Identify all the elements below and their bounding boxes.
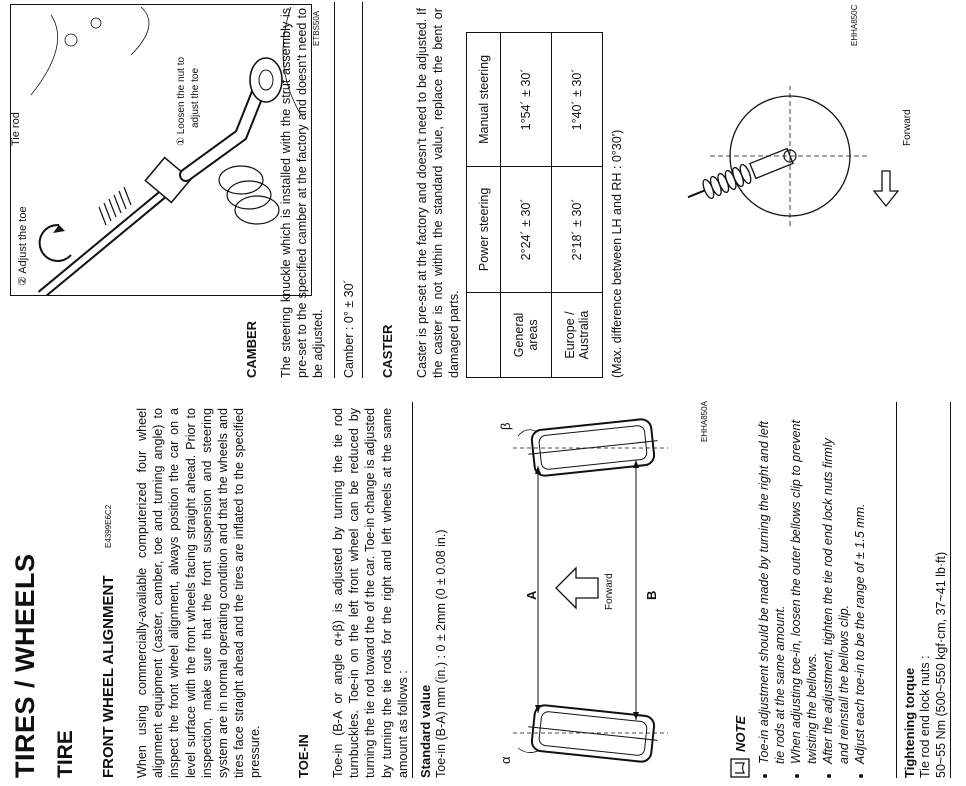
toe-diagram (458, 398, 708, 778)
note-item: • Adjust each toe-in to be the range of ± 1.5 mm. (852, 418, 868, 764)
note-item: • Toe-in adjustment should be made by turning the right and left tie rods at the same amount. (756, 418, 788, 764)
label-a: A (524, 590, 539, 600)
forward-arrow-icon (556, 568, 598, 608)
caster-table (466, 32, 603, 378)
table-row (552, 33, 603, 378)
table-cell: 2°18´ ± 30´ (552, 166, 603, 292)
table-cell: Europe / Australia (552, 293, 603, 378)
toe-figure-code: EHHA850A (700, 401, 709, 442)
page-title: TIRES / WHEELS (10, 553, 40, 778)
standard-value: Toe-in (B-A) mm (in.) : 0 ± 2mm (0 ± 0.08 in.) (434, 529, 448, 778)
caster-diagram (650, 16, 900, 286)
camber-value: Camber : 0° ± 30´ (342, 279, 356, 378)
caster-body: Caster is pre-set at the factory and doesn't need to be adjusted. If the caster is not within the standard value, replace the bent or damaged parts. (415, 8, 462, 378)
caster-footnote: (Max. difference between LH and RH : 0°30') (610, 129, 624, 378)
divider (334, 2, 335, 378)
divider (412, 402, 413, 778)
toe-in-body: Toe-in (B-A or angle α+β) is adjusted by turning the tie rod turnbuckles. Toe-in on the left front wheel can be reduced by turning the tie rod toward the of the car. Toe-in change is adjusted by turning the tie rods for the right and left wheels at the same amount as follows : (331, 408, 410, 778)
toe-in-heading: TOE-IN (296, 734, 311, 778)
label-beta: β (498, 422, 513, 430)
note-item: • After the adjustment, tighten the tie rod end lock nuts firmly and reinstall the bellows clip. (820, 418, 852, 764)
left-wheel (526, 704, 660, 763)
note-heading: NOTE (732, 715, 748, 752)
table-header-cell: Power steering (467, 166, 501, 292)
torque-heading: Tightening torque (902, 667, 917, 778)
torque-value: 50~55 Nm (500~550 kgf·cm, 37~41 lb·ft) (934, 551, 948, 778)
front-wheel-alignment-code: E4399E6C2 (104, 504, 113, 548)
torque-item: Tie rod end lock nuts : (918, 655, 932, 778)
table-cell: 2°24´ ± 30´ (501, 166, 552, 292)
front-wheel-alignment-heading: FRONT WHEEL ALIGNMENT (100, 575, 117, 778)
tierod-drawing (11, 5, 311, 295)
label-alpha: α (498, 756, 513, 764)
table-cell: 1°40´ ± 30´ (552, 33, 603, 167)
camber-heading: CAMBER (244, 320, 259, 378)
note-book-icon (730, 758, 750, 778)
divider (896, 402, 897, 778)
section-title: TIRE (54, 730, 77, 778)
tierod-figure (10, 4, 312, 296)
table-cell: General areas (501, 293, 552, 378)
camber-body: The steering knuckle which is installed with the strut assembly is pre-set to the specified camber at the factory and doesn't need to be adjusted. (279, 8, 326, 378)
label-tierod: Tie rod (10, 112, 22, 146)
caster-figure-code: EHHA850C (850, 4, 859, 46)
label-loosen-2: adjust the toe (190, 67, 201, 128)
label-forward: Forward (604, 573, 615, 610)
table-header-cell (467, 293, 501, 378)
note-list (756, 418, 868, 778)
forward-arrow-icon (874, 171, 898, 206)
table-cell: 1°54´ ± 30´ (501, 33, 552, 167)
caster-label-forward: Forward (902, 109, 913, 146)
right-wheel (526, 418, 660, 477)
front-wheel-alignment-body: When using commercially-available computerized four wheel alignment equipment (caster, camber, toe and turning angle) to inspect the front wheel alignment, always position the car on a level surface with the front wheels facing straight ahead. Prior to inspection, make sure that the front suspension and steering system are in normal operating condition and that the wheels and tires face straight ahead and the tires are inflated to the specified pressure. (135, 408, 263, 778)
label-b: B (644, 590, 659, 600)
note-header (730, 716, 750, 778)
tierod-figure-code: ETBS50A (312, 10, 321, 46)
divider (950, 402, 951, 778)
caster-heading: CASTER (380, 324, 395, 378)
label-loosen-1: ① Loosen the nut to (176, 56, 187, 146)
table-header-row (467, 33, 501, 378)
table-header-cell: Manual steering (467, 33, 501, 167)
label-adjust-toe: ② Adjust the toe (17, 206, 29, 286)
note-item: • When adjusting toe-in, loosen the outer bellows clip to prevent twisting the bellows. (788, 418, 820, 764)
table-row (501, 33, 552, 378)
standard-value-label: Standard value (418, 684, 433, 778)
divider (362, 2, 363, 378)
